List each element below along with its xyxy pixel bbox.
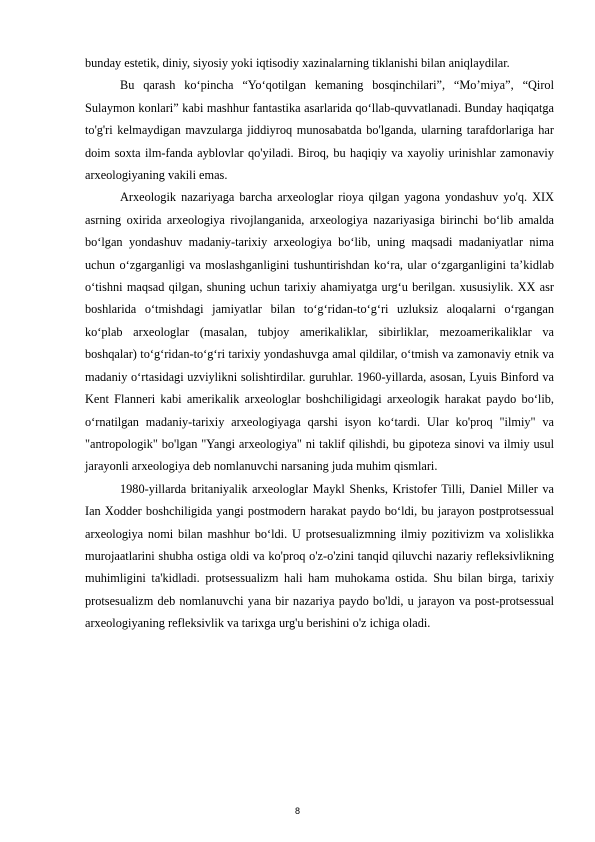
page-number: 8 (294, 806, 300, 816)
paragraph-postprocessual: 1980-yillarda britaniyalik arxeologlar Maykl Shenks, Kristofer Tilli, Daniel Miller va Ian Xodder boshchiligida yangi postmodern harakat paydo bo‘ldi, bu jarayon postprotsessual arxeologiya nomi bilan mashhur bo‘ldi. U protsesualizmning ilmiy pozitivizm va xolislikka murojaatlarini shubha ostiga oldi va ko'proq o'z-o'zini tanqid qiluvchi nazariy refleksivlikning muhimligini ta'kidladi. protsessualizm hali ham muhokama ostida. Shu bilan birga, tarixiy protsesualizm deb nomlanuvchi yana bir nazariya paydo bo'ldi, u jarayon va post-protsessual arxeologiyaning refleksivlik va tarixga urg'u berishini o'z ichiga oladi. (85, 481, 554, 631)
paragraph-fantasy-literature: Bu qarash ko‘pincha “Yo‘qotilgan kemaning bosqinchilari”, “Mo’miya”, “Qirol Sulaymon konlari” kabi mashhur fantastika asarlarida qo‘llab-quvvatlanadi. Bunday haqiqatga to'g'ri kelmaydigan mavzularga jiddiyroq munosabatda bo'lganda, ularning tarafdorlariga har doim soxta ilm-fanda ayblovlar qo'yiladi. Biroq, bu haqiqiy va xayoliy urinishlar zamonaviy arxeologiyaning vakili emas. (85, 78, 554, 183)
paragraph-archaeological-theory: Arxeologik nazariyaga barcha arxeologlar rioya qilgan yagona yondashuv yo'q. XIX asrning oxirida arxeologiya rivojlanganida, arxeologiya nazariyasiga birinchi bo‘lib amalda bo‘lgan yondashuv madaniy-tarixiy arxeologiya bo‘lib, uning maqsadi madaniyatlar nima uchun o‘zgarganligi va moslashganligini tushuntirishdan ko‘ra, ular o‘zgarganligini ta’kidlab o‘tishni maqsad qilgan, shuning uchun tarixiy ahamiyatga urg‘u berilgan. xususiylik. XX asr boshlarida o‘tmishdagi jamiyatlar bilan to‘g‘ridan-to‘g‘ri uzluksiz aloqalarni o‘rgangan ko‘plab arxeologlar (masalan, tubjoy amerikaliklar, sibirliklar, mezoamerikaliklar va boshqalar) to‘g‘ridan-to‘g‘ri tarixiy yondashuvga amal qildilar, o‘tmish va zamonaviy etnik va madaniy o‘rtasidagi uzviylikni solishtirdilar. guruhlar. 1960-yillarda, asosan, Lyuis Binford va Kent Flanneri kabi amerikalik arxeologlar boshchiligidagi arxeologik harakat paydo bo‘lib, o‘rnatilgan madaniy-tarixiy arxeologiyaga qarshi isyon ko‘tardi. Ular ko'proq "ilmiy" va "antropologik" bo'lgan "Yangi arxeologiya" ni taklif qilishdi, bu gipoteza sinovi va ilmiy usul jarayonli arxeologiya deb nomlanuvchi narsaning juda muhim qismlari. (85, 190, 554, 474)
paragraph-continuation: bunday estetik, diniy, siyosiy yoki iqtisodiy xazinalarning tiklanishi bilan aniqlaydilar. (85, 56, 510, 70)
document-page (85, 52, 554, 635)
